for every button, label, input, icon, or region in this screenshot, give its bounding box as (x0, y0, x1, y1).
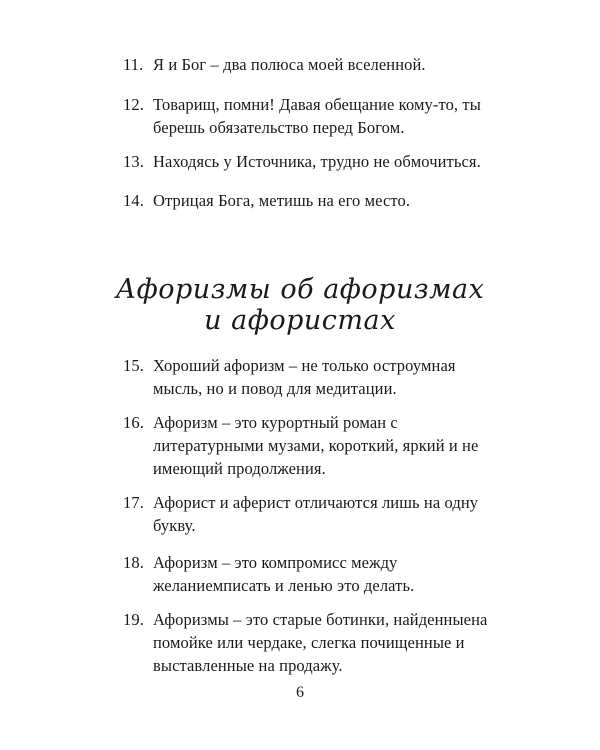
aphorism-text: Отрицая Бога, метишь на его место. (153, 191, 411, 210)
aphorism-text: букву. (153, 516, 196, 535)
aphorism-text: Находясь у Источника, трудно не обмочиться. (153, 152, 481, 171)
aphorism-text: помойке или чердаке, слегка почищенные и (153, 633, 465, 652)
aphorism-text: литературными музами, короткий, яркий и не (153, 436, 479, 455)
aphorism-14 (123, 189, 483, 212)
aphorism-number: 16. (123, 413, 144, 432)
aphorism-number: 17. (123, 493, 144, 512)
aphorism-18 (123, 551, 483, 597)
aphorism-text: мысль, но и повод для медитации. (153, 379, 397, 398)
aphorism-number: 11. (123, 55, 144, 74)
aphorism-13 (123, 150, 483, 173)
section-heading-line-1: Афоризмы об афоризмах (115, 274, 485, 305)
page-number: 6 (296, 684, 304, 701)
aphorism-number: 13. (123, 152, 144, 171)
aphorism-12 (123, 93, 483, 139)
aphorism-text: Афоризм – это компромисс между (153, 553, 398, 572)
aphorism-text: Я и Бог – два полюса моей вселенной. (153, 55, 426, 74)
aphorism-number: 19. (123, 610, 144, 629)
aphorism-17 (123, 491, 483, 537)
aphorism-text: имеющий продолжения. (153, 459, 326, 478)
aphorism-text: Афоризмы – это старые ботинки, найденныена (153, 610, 488, 629)
aphorism-number: 15. (123, 356, 144, 375)
aphorism-text: Хороший афоризм – не только остроумная (153, 356, 456, 375)
aphorism-15 (123, 354, 483, 400)
aphorism-19 (123, 608, 488, 677)
section-heading-line-2: и афористах (204, 305, 396, 336)
aphorism-number: 14. (123, 191, 144, 210)
aphorism-text: Товарищ, помни! Давая обещание кому-то, ты (153, 95, 481, 114)
aphorism-11 (123, 53, 483, 76)
aphorism-text: Афорист и аферист отличаются лишь на одну (153, 493, 479, 512)
aphorism-16 (123, 411, 483, 480)
aphorism-text: выставленные на продажу. (153, 656, 343, 675)
aphorism-number: 12. (123, 95, 144, 114)
aphorism-number: 18. (123, 553, 144, 572)
aphorism-text: берешь обязательство перед Богом. (153, 118, 405, 137)
aphorism-text: Афоризм – это курортный роман с (153, 413, 398, 432)
aphorism-text: желаниемписать и ленью это делать. (153, 576, 415, 595)
